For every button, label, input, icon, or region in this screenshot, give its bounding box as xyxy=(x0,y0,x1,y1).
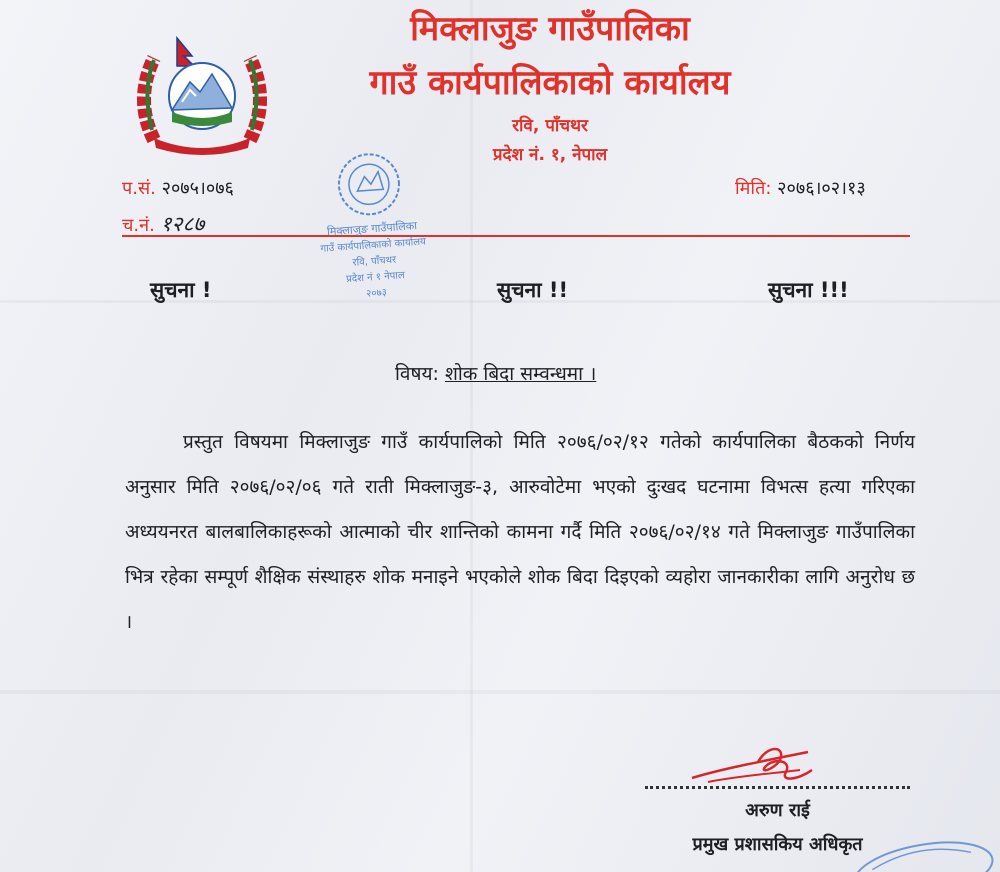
cn-value: १२८७ xyxy=(160,212,205,236)
date-value: २०७६।०२।१३ xyxy=(777,178,866,199)
municipality-name: मिक्लाजुङ गाउँपालिका xyxy=(410,9,690,49)
office-stamp xyxy=(300,148,450,313)
letter-date xyxy=(735,176,866,200)
letter-body: प्रस्तुत विषयमा मिक्लाजुङ गाउँ कार्यपालिको मिति २०७६/०२/१२ गतेको कार्यपालिका बैठकको निर्णय अनुसार मिति २०७६/०२/०६ गते राती मिक्लाजुङ-३, आरुवोटेमा भएको दुःखद घटनामा विभत्स हत्या गरिएका अध्ययनरत बालबालिकाहरूको आत्माको चीर शान्तिको कामना गर्दै मिति २०७६/०२/१४ गते मिक्लाजुङ गाउँपालिका भित्र रहेका सम्पूर्ण शैक्षिक संस्थाहरु शोक मनाइने भएकोले शोक बिदा दिइएको व्यहोरा जानकारीका लागि अनुरोध छ । xyxy=(125,431,915,633)
dispatch-number xyxy=(122,210,204,238)
signature-mark xyxy=(688,740,818,790)
subject-text: शोक बिदा सम्वन्धमा । xyxy=(444,363,597,385)
notice-heading-3: सुचना !!! xyxy=(768,278,849,302)
nepal-emblem-icon xyxy=(132,30,272,155)
date-label: मिति: xyxy=(735,178,772,199)
signatory-title: प्रमुख प्रशासकिय अधिकृत xyxy=(692,834,863,855)
office-name: गाउँ कार्यपालिकाको कार्यालय xyxy=(369,63,731,103)
signature-line xyxy=(645,786,910,789)
stamp-line-1: मिक्लाजुङ गाउँपालिका xyxy=(326,219,418,239)
ps-label: प.सं. xyxy=(122,178,156,199)
stamp-line-5: २०७३ xyxy=(365,287,388,300)
header-rule xyxy=(122,235,910,237)
office-province: प्रदेश नं. १, नेपाल xyxy=(492,145,608,165)
office-address: रवि, पाँचथर xyxy=(512,116,588,136)
cn-label: च.नं. xyxy=(122,215,155,236)
stamp-line-4: प्रदेश नं १ नेपाल xyxy=(345,270,406,286)
partial-stamp xyxy=(830,832,1000,872)
subject-line xyxy=(395,360,596,386)
notice-heading-2: सुचना !! xyxy=(497,278,569,302)
notice-heading-1: सुचना ! xyxy=(150,278,212,302)
stamp-line-3: रवि, पाँचथर xyxy=(352,254,397,269)
signatory-name: अरुण राई xyxy=(745,800,810,821)
ps-value: २०७५।०७६ xyxy=(161,178,234,199)
stamp-line-2: गाउँ कार्यपालिकाको कार्यालय xyxy=(320,236,427,255)
subject-label: विषय: xyxy=(395,363,439,385)
letter-number xyxy=(122,176,234,200)
paper-fold xyxy=(0,690,1000,694)
